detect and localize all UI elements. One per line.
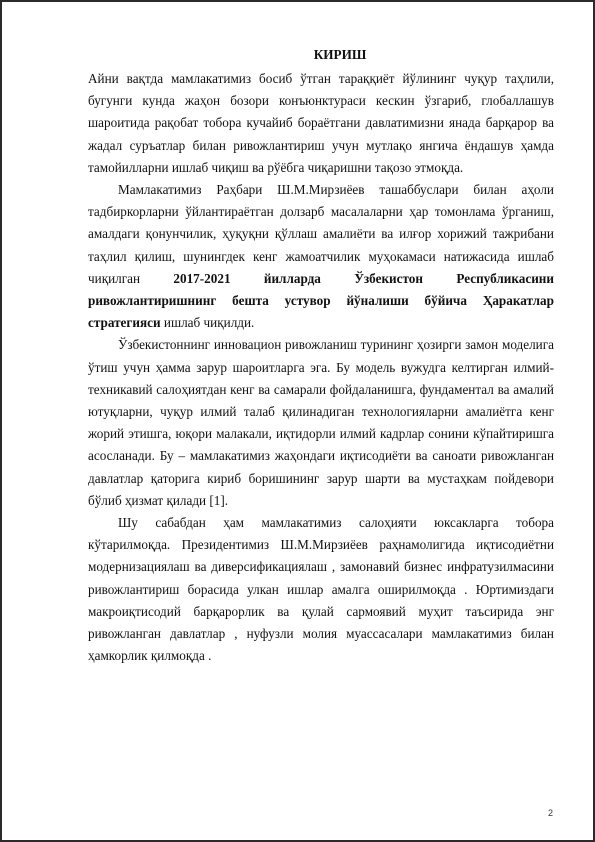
- document-body: [88, 44, 554, 667]
- section-heading: КИРИШ: [313, 47, 367, 62]
- paragraph-1: [88, 68, 554, 179]
- paragraph-2-text-before: Мамлакатимиз Раҳбари Ш.М.Мирзиёев ташаббуслари билан аҳоли тадбиркорларни ўйлантираётган долзарб масалаларни ҳар томонлама ўрганиш, амалдаги қонунчилик, ҳуқуқни қўллаш амалиёти ва илғор хорижий тажрибани таҳлил қилиш, шунингдек кенг жамоатчилик муҳокамаси натижасида ишлаб чиқилган: [88, 182, 554, 286]
- paragraph-2-strategy-title: 2017-2021 йилларда Ўзбекистон Республикасини ривожлантиришнинг бешта устувор йўналиши бўйича Ҳаракатлар стратегияси: [88, 270, 554, 331]
- page-number: 2: [547, 808, 553, 818]
- paragraph-2-text-after: ишлаб чиқилди.: [160, 315, 255, 331]
- paragraph-1-text: Айни вақтда мамлакатимиз босиб ўтган тараққиёт йўлининг чуқур таҳлили, бугунги кунда жаҳон бозори конъюнктураси кескин ўзгариб, глобаллашув шароитида рақобат тобора кучайиб бораётгани давлатимизни янада барқарор ва жадал суръатлар билан ривожлантириш учун мутлақо янгича ёндашув ҳамда тамойилларни ишлаб чиқиш ва рўёбга чиқаришни тақозо этмоқда.: [88, 71, 554, 175]
- paragraph-3: [88, 334, 554, 512]
- paragraph-3-text: Ўзбекистоннинг инновацион ривожланиш турининг ҳозирги замон моделига ўтиш учун ҳамма зарур шароитларга эга. Бу модель вужудга келтирган илмий-техникавий салоҳиятдан кенг ва самарали фойдаланишга, фундаментал ва амалий ютуқларни, чуқур илмий талаб қилинадиган технологияларни амалиётга кенг жорий этишга, юқори малакали, иқтидорли илмий кадрлар сонини кўпайтиришга асосланади. Бу – мамлакатимиз жаҳондаги иқтисодиёти ва саноати ривожланган давлатлар қаторига кириб боришининг зарур шарти ва мустаҳкам пойдевори бўлиб ҳизмат қилади [1].: [88, 337, 554, 508]
- paragraph-4: [88, 512, 554, 667]
- paragraph-4-text: Шу сабабдан ҳам мамлакатимиз салоҳияти юксакларга тобора кўтарилмоқда. Президентимиз Ш.М.Мирзиёев раҳнамолигида иқтисодиётни модернизациялаш ва диверсификациялаш , замонавий бизнес инфратузилмасини ривожлантириш борасида улкан ишлар амалга оширилмоқда . Юртимиздаги макроиқтисодий барқарорлик ва қулай сармоявий муҳит таъсирида энг ривожланган давлатлар , нуфузли молия муассасалари мамлакатимиз билан ҳамкорлик қилмоқда .: [88, 515, 554, 664]
- paragraph-2: [88, 179, 554, 334]
